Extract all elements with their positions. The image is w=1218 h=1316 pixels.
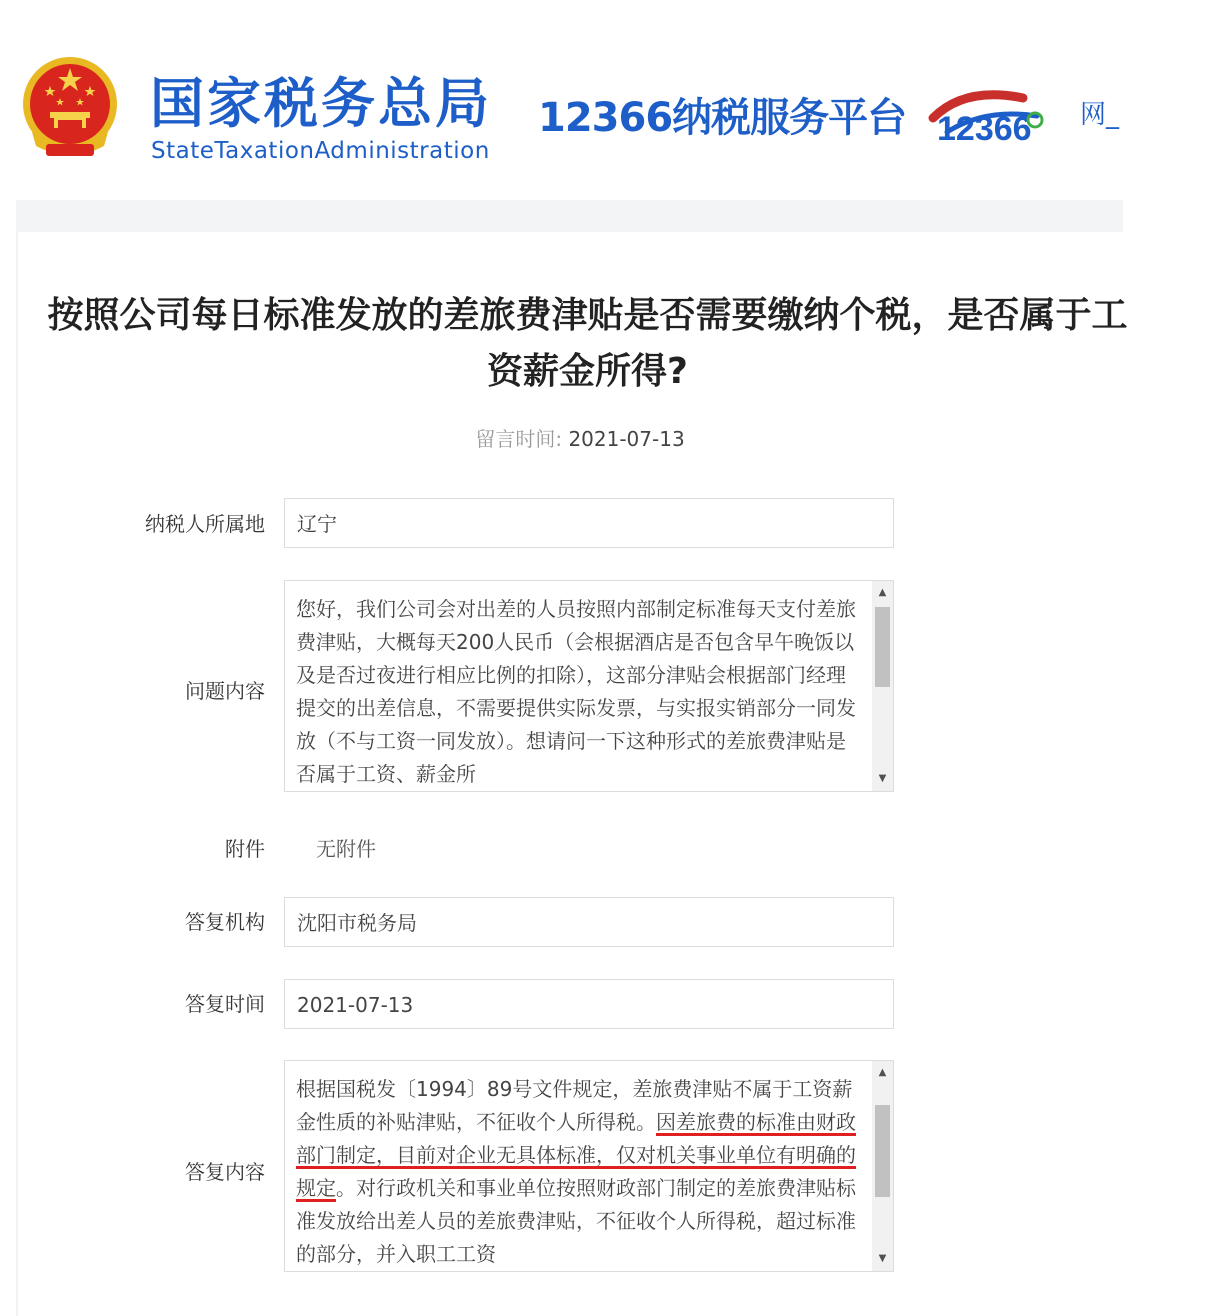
reply-time-label: 答复时间 (185, 992, 265, 1016)
location-value: 辽宁 (297, 512, 337, 536)
question-content-textarea[interactable] (284, 580, 894, 792)
scroll-up-arrow-icon[interactable]: ▲ (878, 587, 887, 598)
question-content-text: 您好，我们公司会对出差的人员按照内部制定标准每天支付差旅费津贴，大概每天200人民币（会根据酒店是否包含早午晚饭以及是否过夜进行相应比例的扣除），这部分津贴会根据部门经理提交的出差信息，不需要提供实际发票，与实报实销部分一同发放（不与工资一同发放）。想请问一下这种形式的差旅费津贴是否属于工资、薪金所 (296, 597, 856, 786)
platform-name: 12366纳税服务平台 (538, 95, 907, 141)
12366-logo-icon (925, 78, 1055, 154)
reply-content-label: 答复内容 (185, 1160, 265, 1184)
scroll-down-arrow-icon[interactable]: ▼ (878, 773, 887, 784)
national-emblem-icon (20, 54, 120, 164)
reply-content-text (296, 1073, 856, 1269)
reply-org-label: 答复机构 (185, 910, 265, 934)
logo-text: 12366 (937, 110, 1032, 148)
location-field[interactable] (284, 498, 894, 548)
reply-text-part1: 根据国税发〔1994〕89号文件规定，差旅费津贴不属于工资薪金性质的补贴津贴，不征收个人所得税。 (296, 1077, 853, 1134)
message-time-label: 留言时间: (475, 427, 563, 451)
reply-content-textarea[interactable] (284, 1060, 894, 1272)
message-time-value: 2021-07-13 (568, 427, 685, 451)
attachment-value: 无附件 (316, 837, 376, 861)
location-label: 纳税人所属地 (145, 512, 265, 536)
reply-time-value: 2021-07-13 (297, 993, 414, 1017)
scroll-thumb[interactable] (875, 1105, 890, 1197)
nav-link-partial[interactable]: 网_ (1080, 100, 1120, 130)
scroll-down-arrow-icon[interactable]: ▼ (878, 1253, 887, 1264)
reply-org-value: 沈阳市税务局 (297, 911, 417, 935)
page-title: 按照公司每日标准发放的差旅费津贴是否需要缴纳个税，是否属于工资薪金所得? (47, 295, 1128, 392)
message-time (0, 422, 1160, 456)
question-content-scrollbar[interactable] (872, 581, 893, 791)
header-divider-band (16, 200, 1123, 232)
site-header (0, 0, 1218, 190)
reply-org-field[interactable] (284, 897, 894, 947)
reply-text-part3: 。对行政机关和事业单位按照财政部门制定的差旅费津贴标准发放给出差人员的差旅费津贴，不征收个人所得税，超过标准的部分，并入职工工资 (296, 1176, 856, 1266)
panel-edge (16, 232, 18, 1316)
reply-time-field[interactable] (284, 979, 894, 1029)
attachment-label: 附件 (225, 837, 265, 861)
scroll-thumb[interactable] (875, 607, 890, 687)
reply-text-underlined: 因差旅费的标准由财政部门制定，目前对企业无具体标准，仅对机关事业单位有明确的规定 (296, 1110, 856, 1200)
question-content-label: 问题内容 (185, 679, 265, 703)
scroll-up-arrow-icon[interactable]: ▲ (878, 1067, 887, 1078)
brand-name-en: StateTaxationAdministration (151, 138, 490, 164)
reply-content-scrollbar[interactable] (872, 1061, 893, 1271)
brand-name-cn: 国家税务总局 (150, 72, 492, 135)
